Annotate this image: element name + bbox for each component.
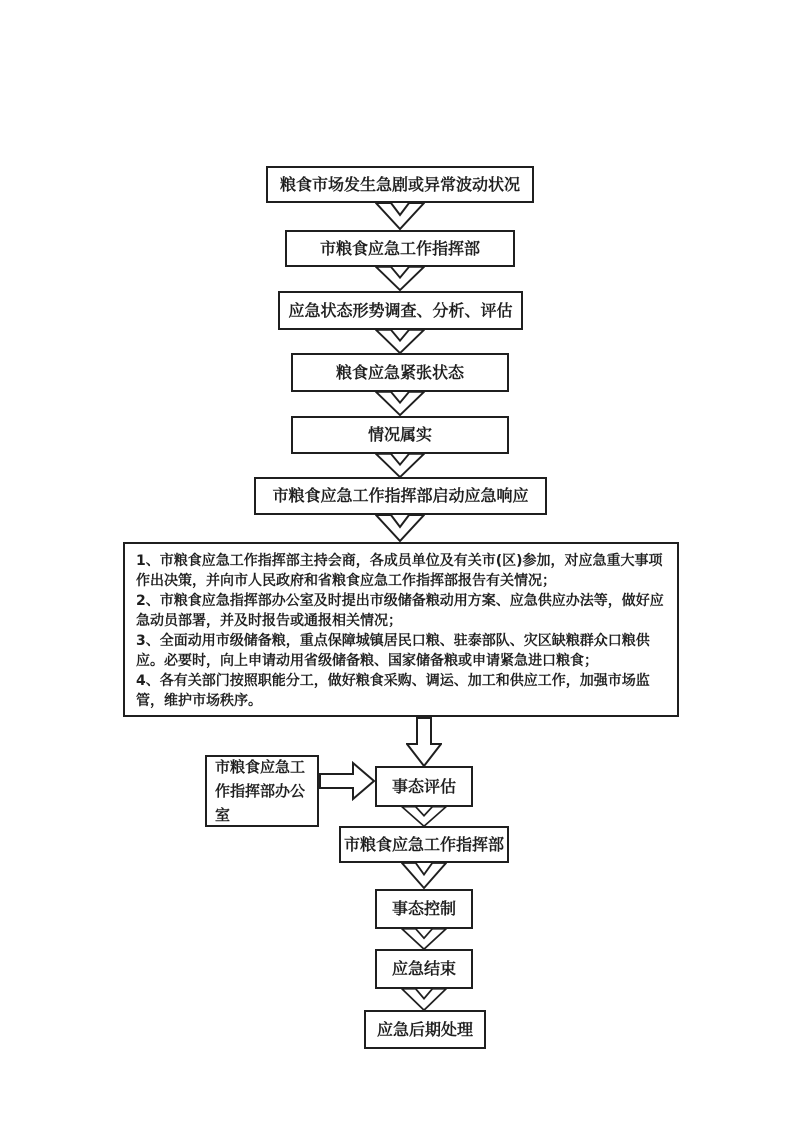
node-post-emergency-handling-label: 应急后期处理 [376,1019,473,1039]
flow-chevron-arrow-down-icon [401,988,447,1011]
node-hq-office-label: 市粮食应急工作指挥部办公室 [215,758,306,824]
flow-block-arrow-down-icon [406,717,442,767]
response-action-item: 1、市粮食应急工作指挥部主持会商，各成员单位及有关市(区)参加，对应急重大事项作出决策，并向市人民政府和省粮食应急工作指挥部报告有关情况； [136,553,663,589]
node-situation-investigation-label: 应急状态形势调查、分析、评估 [288,300,513,320]
node-hq-office [205,755,319,827]
node-post-emergency-handling [364,1010,486,1049]
flow-chevron-arrow-down-icon [375,202,425,230]
flow-chevron-arrow-down-icon [375,453,425,478]
node-command-hq-2 [339,826,509,863]
response-action-item: 3、全面动用市级储备粮，重点保障城镇居民口粮、驻泰部队、灾区缺粮群众口粮供应。必要时，向上申请动用省级储备粮、国家储备粮或申请紧急进口粮食； [136,633,650,669]
response-action-item: 2、市粮食应急指挥部办公室及时提出市级储备粮动用方案、应急供应办法等，做好应急动员部署，并及时报告或通报相关情况； [136,593,664,629]
node-situation-investigation [278,291,523,330]
node-market-fluctuation [266,166,534,203]
node-emergency-end [375,949,473,989]
flow-chevron-arrow-down-icon [375,329,425,354]
flow-chevron-arrow-down-icon [401,862,447,889]
flow-block-arrow-right-icon [319,761,375,801]
node-emergency-tension-state-label: 粮食应急紧张状态 [335,362,464,382]
flow-chevron-arrow-down-icon [375,391,425,416]
node-command-hq [285,230,515,267]
node-emergency-end-label: 应急结束 [391,959,456,978]
node-activate-response-label: 市粮食应急工作指挥部启动应急响应 [272,486,529,505]
node-situation-verified [291,416,509,454]
node-situation-assessment-label: 事态评估 [391,776,456,796]
node-situation-control [375,889,473,929]
node-command-hq-2-label: 市粮食应急工作指挥部 [343,834,504,854]
flow-chevron-arrow-down-icon [375,266,425,291]
response-action-item: 4、各有关部门按照职能分工，做好粮食采购、调运、加工和供应工作，加强市场监管，维护市场秩序。 [136,673,650,709]
node-response-actions [123,542,679,717]
node-situation-control-label: 事态控制 [391,899,456,918]
node-situation-verified-label: 情况属实 [367,425,432,444]
node-emergency-tension-state [291,353,509,392]
node-market-fluctuation-label: 粮食市场发生急剧或异常波动状况 [279,174,520,194]
node-activate-response [254,477,547,515]
flow-chevron-arrow-down-icon [375,514,425,542]
flow-chevron-arrow-down-icon [401,928,447,950]
node-situation-assessment [375,766,473,807]
flow-chevron-arrow-down-icon [401,806,447,827]
node-command-hq-label: 市粮食应急工作指挥部 [319,238,480,258]
